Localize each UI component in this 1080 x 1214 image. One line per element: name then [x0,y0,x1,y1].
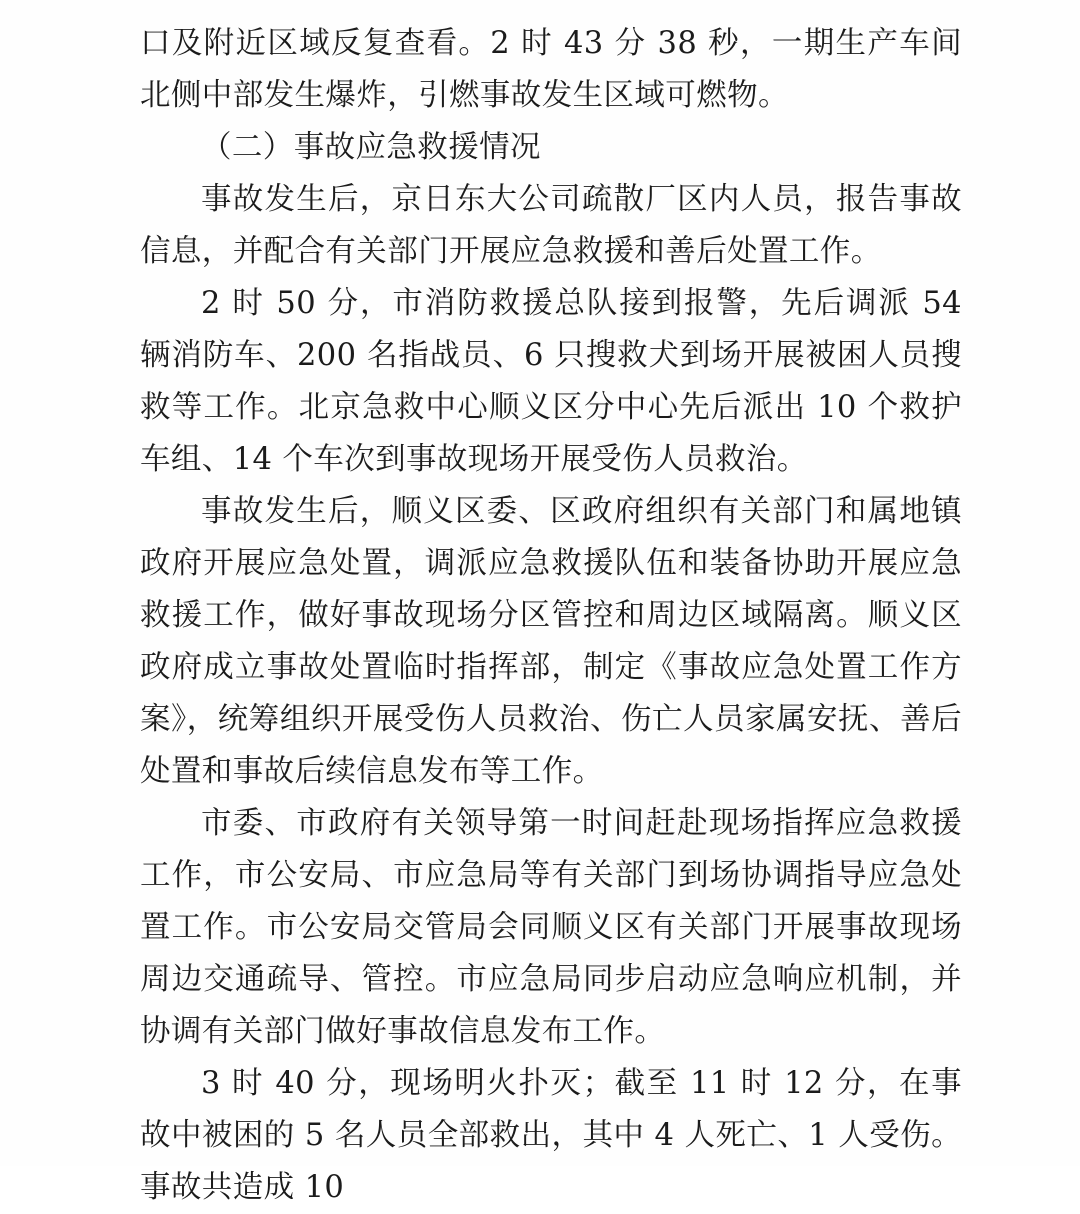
paragraph-district-government: 事故发生后，顺义区委、区政府组织有关部门和属地镇政府开展应急处置，调派应急救援队伍和装备协助开展应急救援工作，做好事故现场分区管控和周边区域隔离。顺义区政府成立事故处置临时指挥部，制定《事故应急处置工作方案》，统筹组织开展受伤人员救治、伤亡人员家属安抚、善后处置和事故后续信息发布等工作。 [140,494,962,789]
paragraph-continued-explosion: 口及附近区域反复查看。2 时 43 分 38 秒，一期生产车间北侧中部发生爆炸，引燃事故发生区域可燃物。 [140,26,962,113]
paragraph-fire-brigade: 2 时 50 分，市消防救援总队接到报警，先后调派 54 辆消防车、200 名指战员、6 只搜救犬到场开展被困人员搜救等工作。北京急救中心顺义区分中心先后派出 10 个救护车组、14 个车次到事故现场开展受伤人员救治。 [140,286,962,477]
section-heading-emergency-rescue: （二）事故应急救援情况 [201,130,541,165]
paragraph-company-response: 事故发生后，京日东大公司疏散厂区内人员，报告事故信息，并配合有关部门开展应急救援和善后处置工作。 [140,182,962,269]
document-body [140,18,962,1214]
paragraph-municipal-leaders: 市委、市政府有关领导第一时间赶赴现场指挥应急救援工作，市公安局、市应急局等有关部门到场协调指导应急处置工作。市公安局交管局会同顺义区有关部门开展事故现场周边交通疏导、管控。市应急局同步启动应急响应机制，并协调有关部门做好事故信息发布工作。 [140,806,962,1049]
paragraph-fire-extinguished: 3 时 40 分，现场明火扑灭；截至 11 时 12 分，在事故中被困的 5 名人员全部救出，其中 4 人死亡、1 人受伤。事故共造成 10 [140,1066,962,1205]
